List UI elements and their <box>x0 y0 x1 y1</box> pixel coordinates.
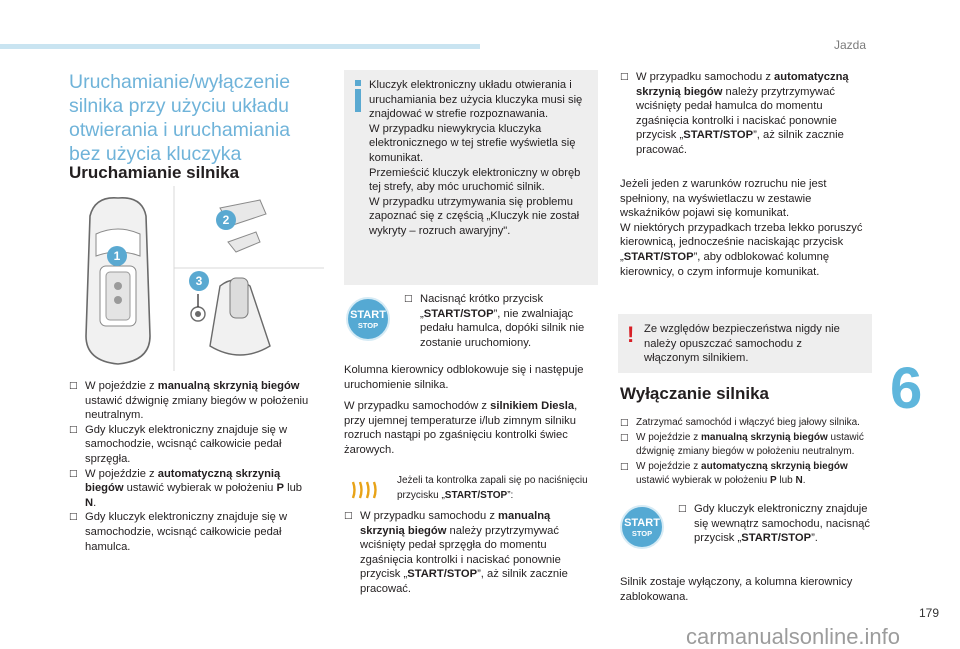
list-item <box>404 292 594 350</box>
warning-text: Ze względów bezpieczeństwa nigdy nie należy opuszczać samochodu z włączonym silnikiem. <box>644 323 840 365</box>
stop-press-bullet <box>678 502 873 546</box>
bullet-text: ustawić dźwignię zmiany biegów w położeniu neutralnym. <box>636 431 864 458</box>
bullet-text: W pojeździe z <box>85 467 158 480</box>
chapter-number: 6 <box>890 356 923 421</box>
bullet-marker: □ <box>69 424 78 435</box>
bullet-marker: □ <box>344 511 353 521</box>
bullet-text: Gdy kluczyk elektroniczny znajduje się wewnątrz samochodu, nacisnąć przycisk „ <box>694 503 870 545</box>
para-run: ”, aby odblokować kolumnę kierownicy, o czym informuje komunikat. <box>620 250 830 278</box>
bullet-text: W przypadku samochodu z <box>636 71 775 83</box>
stop-bullet-list <box>620 416 874 489</box>
bullet-marker: □ <box>678 504 687 514</box>
bullet-text: Zatrzymać samochód i włączyć bieg jałowy silnika. <box>636 417 860 428</box>
bullet-text: manualną skrzynią biegów <box>701 431 828 443</box>
bullet-text: należy przytrzymywać wciśnięty pedał hamulca do momentu zgaśnięcia kontrolki i naciskać ponownie przycisk „ <box>636 85 837 142</box>
note-run: START/STOP <box>444 489 508 501</box>
diesel-para <box>344 399 598 457</box>
glow-plug-note <box>397 474 597 503</box>
bullet-text: ”, nie zwalniając pedału hamulca, dopóki silnik nie zostanie uruchomiony. <box>420 307 585 349</box>
stop-heading: Wyłączanie silnika <box>620 384 769 403</box>
bullet-text: lub <box>776 475 796 487</box>
bullet-marker: □ <box>404 294 413 304</box>
callout-3: 3 <box>189 271 209 291</box>
para-run: START/STOP <box>623 250 694 263</box>
start-stop-icon-2 <box>620 505 664 549</box>
info-text <box>369 78 591 239</box>
auto-gearbox-bullet <box>620 70 874 158</box>
list-item <box>620 431 874 460</box>
callout-1: 1 <box>107 246 127 266</box>
bullet-marker: □ <box>620 418 629 428</box>
list-item <box>620 460 874 489</box>
manual-gearbox-bullet <box>344 509 598 597</box>
list-item <box>620 70 874 158</box>
para-run: Jeżeli jeden z warunków rozruchu nie jest spełniony, na wyświetlaczu w zestawie wskaźników pojawi się komunikat. <box>620 178 827 220</box>
bullet-marker: □ <box>69 512 78 523</box>
list-item <box>69 423 314 467</box>
warning-box <box>618 314 872 373</box>
bullet-text: P <box>276 482 284 495</box>
list-item <box>69 379 314 423</box>
bullet-text: należy przytrzymywać wciśnięty pedał sprzęgła do momentu zgaśnięcia kontrolki i naciskać ponownie przycisk „ <box>360 524 561 581</box>
bullet-text: W pojeździe z <box>636 431 702 443</box>
callout-2: 2 <box>216 210 236 230</box>
list-item <box>69 467 314 511</box>
page-number: 179 <box>919 606 940 620</box>
bullet-text: P <box>769 475 777 487</box>
info-line: Przemieścić kluczyk elektroniczny w obręb tej strefy, aby móc uruchomić silnik. <box>369 166 581 194</box>
info-line: W przypadku niewykrycia kluczyka elektronicznego w tej strefie wyświetla się komunikat. <box>369 122 576 164</box>
bullet-marker: □ <box>620 461 629 472</box>
list-item <box>344 509 598 597</box>
bullet-text: ustawić wybierak w położeniu <box>123 482 277 495</box>
start-stop-icon <box>346 297 390 341</box>
start-conditions-para <box>620 177 874 279</box>
bullet-text: automatyczną skrzynią biegów <box>85 467 281 495</box>
column-unlock-para: Kolumna kierownicy odblokowuje się i następuje uruchomienie silnika. <box>344 364 584 391</box>
watermark: carmanualsonline.info <box>686 624 901 649</box>
stop-label-2: STOP <box>631 529 653 538</box>
start-heading: Uruchamianie silnika <box>69 163 240 182</box>
bullet-marker: □ <box>69 468 78 479</box>
bullet-text: automatyczną skrzynią biegów <box>701 460 848 472</box>
bullet-text: ”, aż silnik zacznie pracować. <box>360 568 568 595</box>
warning-icon: ! <box>627 322 635 347</box>
engine-off-para: Silnik zostaje wyłączony, a kolumna kierownicy zablokowana. <box>620 576 853 603</box>
bullet-text: . <box>802 475 806 487</box>
bullet-text: W pojeździe z <box>85 380 158 392</box>
bullet-text: N <box>795 475 803 487</box>
header-rule <box>0 44 480 49</box>
left-bullet-list <box>69 379 314 554</box>
bullet-text: START/STOP <box>741 532 812 545</box>
section-title: Uruchamianie/wyłączenie silnika przy użyciu układu otwierania i uruchamiania bez użycia kluczyka <box>69 71 291 165</box>
note-run: Jeżeli ta kontrolka zapali się po naciśnięciu przycisku „ <box>397 475 588 501</box>
start-label-2: START <box>624 517 660 529</box>
bullet-text: ustawić wybierak w położeniu <box>636 475 770 487</box>
bullet-marker: □ <box>620 72 629 82</box>
stop-label: STOP <box>357 321 379 330</box>
bullet-text: START/STOP <box>407 568 478 581</box>
info-box <box>344 70 598 285</box>
bullet-text: manualną skrzynią biegów <box>360 510 551 537</box>
note-run: ”: <box>507 489 514 501</box>
chapter-header: Jazda <box>834 38 867 52</box>
bullet-text: manualną skrzynią biegów <box>157 380 300 392</box>
bullet-text: Gdy kluczyk elektroniczny znajduje się w samochodzie, wcisnąć całkowicie pedał sprzęgła. <box>85 423 288 465</box>
bullet-text: ”, aż silnik zacznie pracować. <box>636 129 844 156</box>
para-run: W niektórych przypadkach trzeba lekko poruszyć kierownicą, jednocześnie naciskając przycisk „ <box>620 221 863 263</box>
info-line: W przypadku utrzymywania się problemu zapoznać się z częścią „Kluczyk nie został wykryty – rozruch awaryjny". <box>369 195 580 237</box>
info-line: Kluczyk elektroniczny układu otwierania i uruchamiania bez użycia kluczyka musi się znajdować w strefie rozpoznawania. <box>369 79 583 121</box>
para-run: , przy ujemnej temperaturze i/lub zimnym silniku rozruch nastąpi po zgaśnięciu kontrolki świec żarowych. <box>344 400 578 456</box>
list-item <box>678 502 873 546</box>
start-illustration <box>70 186 324 371</box>
bullet-text: automatyczną skrzynią biegów <box>636 71 849 98</box>
info-icon <box>352 80 364 112</box>
bullet-marker: □ <box>69 381 78 391</box>
bullet-text: Gdy kluczyk elektroniczny znajduje się w samochodzie, wcisnąć całkowicie pedał hamulca. <box>85 511 288 553</box>
para-run: W przypadku samochodów z <box>344 400 491 412</box>
bullet-text: START/STOP <box>423 307 494 320</box>
start-label: START <box>350 309 386 321</box>
bullet-text: Nacisnąć krótko przycisk „ <box>420 293 544 320</box>
list-item <box>69 510 314 554</box>
bullet-text: ustawić dźwignię zmiany biegów w położeniu neutralnym. <box>85 394 309 422</box>
bullet-marker: □ <box>620 432 629 443</box>
para-run: silnikiem Diesla <box>490 400 575 412</box>
bullet-text: W przypadku samochodu z <box>360 510 499 522</box>
bullet-text: N <box>85 496 94 509</box>
bullet-text: W pojeździe z <box>636 460 702 472</box>
bullet-text: START/STOP <box>683 129 754 142</box>
bullet-text: lub <box>283 482 303 495</box>
press-start-bullet <box>404 292 594 350</box>
bullet-text: . <box>93 496 97 509</box>
bullet-text: ”. <box>811 532 818 545</box>
list-item <box>620 416 874 431</box>
glow-plug-icon <box>350 478 382 502</box>
